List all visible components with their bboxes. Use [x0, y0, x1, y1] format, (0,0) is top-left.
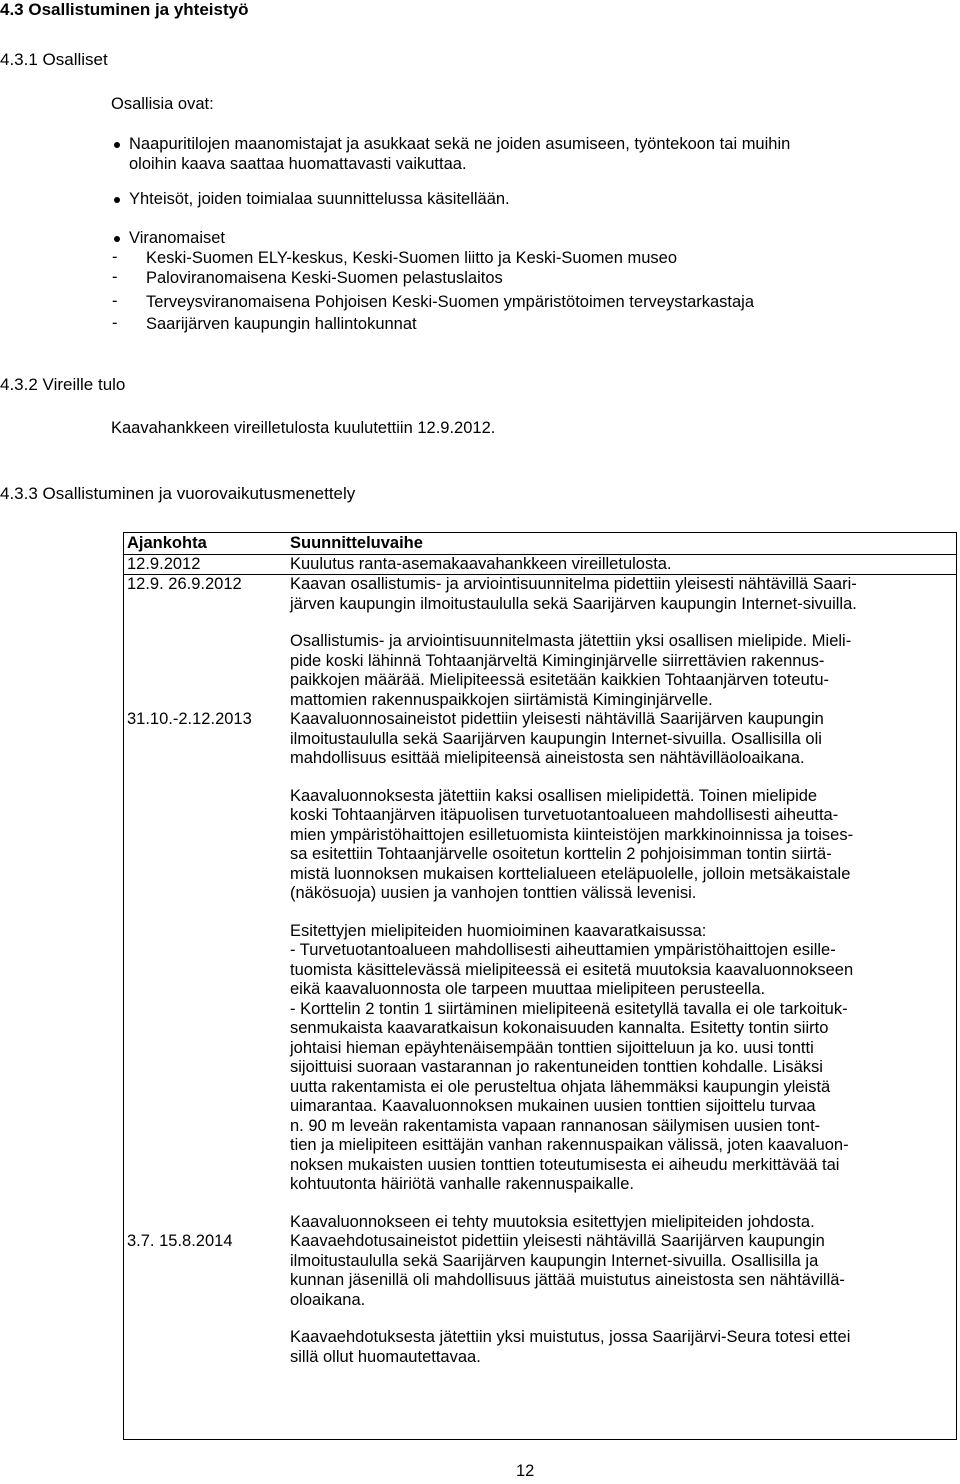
- table-row: [123, 554, 957, 575]
- page-number: 12: [516, 1462, 535, 1480]
- bullet-naapurit-line2: oloihin kaava saattaa huomattavasti vaikuttaa.: [129, 155, 467, 173]
- dash-marker: -: [112, 314, 118, 332]
- phase-paragraph: Kaavaluonnokseen ei tehty muutoksia esitettyjen mielipiteiden johdosta.: [290, 1212, 815, 1231]
- bullet-yhteisot: Yhteisöt, joiden toimialaa suunnittelussa käsitellään.: [129, 190, 510, 208]
- dash-marker: -: [112, 292, 118, 310]
- dash-marker: -: [112, 248, 118, 266]
- table-row: [123, 1232, 957, 1367]
- phase-paragraph: Esitettyjen mielipiteiden huomioiminen kaavaratkaisussa: - Turvetuotantoalueen mahdollisesti aiheuttamien ympäristöhaittojen esille- tuomista käsittelevässä mielipiteessä ei esitetä muutoksia kaavaluonnokseen eikä kaavaluonnosta ole tarpeen muuttaa mielipiteen perusteella. - Korttelin 2 tontin 1 siirtäminen mielipiteenä esitetyllä tavalla ei ole tarkoituk- senmukaista kaavaratkaisun kokonaisuuden kannalta. Esitetty tontin siirto johtaisi hieman epäyhtenäisempään tonttien sijoitteluun ja ko. uusi tontti sijoittuisi suoraan vastarannan jo rakentuneiden tonttien kohdalle. Lisäksi uutta rakentamista ei ole perusteltua ohjata lähemmäksi kaupungin yleistä uimarantaa. Kaavaluonnoksen mukainen uusien tonttien sijoittelu turvaa n. 90 m leveän rakentamista vapaan rannanosan säilymisen uusien tont- tien ja mielipiteen esittäjän vanhan rakennuspaikan välissä, joten kaavaluon- noksen mukaisten uusien tonttien toteutumisesta ei aiheudu merkittävää tai kohtuutonta häiriötä vanhalle rakennuspaikalle.: [290, 921, 854, 1193]
- row-date: 3.7. 15.8.2014: [127, 1232, 233, 1250]
- col-header-date: Ajankohta: [123, 532, 286, 554]
- section-title: 4.3 Osallistuminen ja yhteistyö: [0, 0, 249, 19]
- dash-item: Keski-Suomen ELY-keskus, Keski-Suomen liitto ja Keski-Suomen museo: [146, 249, 677, 267]
- phase-paragraph: Kaavan osallistumis- ja arviointisuunnitelma pidettiin yleisesti nähtävillä Saari- järven kaupungin ilmoitustaululla sekä Saarijärven kaupungin Internet-sivuilla.: [290, 575, 857, 613]
- bullet-icon: [114, 197, 120, 203]
- dash-item: Terveysviranomaisena Pohjoisen Keski-Suomen ympäristötoimen terveystarkastaja: [146, 293, 755, 311]
- dash-item: Saarijärven kaupungin hallintokunnat: [146, 315, 417, 333]
- table-row: [123, 710, 957, 1232]
- row-date: 12.9.2012: [123, 554, 286, 575]
- row-phase: [286, 1232, 957, 1367]
- phase-paragraph: Osallistumis- ja arviointisuunnitelmasta jätettiin yksi osallisen mielipide. Mieli- pide koski lähinnä Tohtaanjärveltä Kiminginjärvelle siirrettävien rakennus- paikkojen määrää. Mielipiteessä esitetään kaikkien Tohtaanjärven toteutu- mattomien rakennuspaikkojen siirtämistä Kiminginjärvelle.: [290, 632, 852, 709]
- row-phase: [286, 554, 957, 575]
- phase-paragraph: Kaavaehdotusaineistot pidettiin yleisesti nähtävillä Saarijärven kaupungin ilmoitustaululla sekä Saarijärven kaupungin Internet-sivuilla. Osallisilla ja kunnan jäsenillä oli mahdollisuus jättää muistutus aineistosta sen nähtävillä- oloaikana.: [290, 1232, 845, 1309]
- bullet-naapurit-line1: Naapuritilojen maanomistajat ja asukkaat sekä ne joiden asumiseen, työntekoon tai muihin: [129, 135, 791, 153]
- row-date: 31.10.-2.12.2013: [127, 710, 252, 728]
- row-phase: [286, 710, 957, 1232]
- menettely-heading: 4.3.3 Osallistuminen ja vuorovaikutusmenettely: [0, 484, 356, 503]
- bullet-icon: [114, 142, 120, 148]
- phase-paragraph: Kaavaehdotuksesta jätettiin yksi muistutus, jossa Saarijärvi-Seura totesi ettei sillä ollut huomautettavaa.: [290, 1328, 851, 1366]
- vireille-heading: 4.3.2 Vireille tulo: [0, 375, 126, 394]
- bullet-icon: [114, 236, 120, 242]
- dash-item: Paloviranomaisena Keski-Suomen pelastuslaitos: [146, 269, 503, 287]
- vireille-text: Kaavahankkeen vireilletulosta kuulutettiin 12.9.2012.: [111, 419, 496, 437]
- osalliset-heading: 4.3.1 Osalliset: [0, 50, 108, 69]
- osalliset-intro: Osallisia ovat:: [111, 95, 214, 113]
- row-phase: [286, 575, 957, 711]
- phase-paragraph: Kuulutus ranta-asemakaavahankkeen vireilletulosta.: [290, 554, 672, 573]
- phase-paragraph: Kaavaluonnoksesta jätettiin kaksi osallisen mielipidettä. Toinen mielipide koski Tohtaanjärven itäpuolisen turvetuotantoalueen mahdollisesti aiheutta- mien ympäristöhaittojen esilletuomista kiinteistöjen markkinoinnissa ja toises- sa esitettiin Tohtaanjärvelle osoitetun korttelin 2 pohjoisimman tontin siirtä- mistä luonnoksen mukaisen korttelialueen eteläpuolelle, jolloin metsäkaistale (näkösuoja) uusien ja vanhojen tonttien välissä levenisi.: [290, 786, 854, 902]
- schedule-table: [123, 532, 957, 1367]
- phase-paragraph: Kaavaluonnosaineistot pidettiin yleisesti nähtävillä Saarijärven kaupungin ilmoitustaululla sekä Saarijärven kaupungin Internet-sivuilla. Osallisilla oli mahdollisuus esittää mielipiteensä aineistosta sen nähtävilläoloaikana.: [290, 710, 824, 767]
- row-date: 12.9. 26.9.2012: [127, 575, 242, 593]
- table-row: [123, 575, 957, 711]
- bullet-viranomaiset: Viranomaiset: [129, 229, 225, 247]
- col-header-phase: Suunnitteluvaihe: [286, 532, 957, 554]
- dash-marker: -: [112, 268, 118, 286]
